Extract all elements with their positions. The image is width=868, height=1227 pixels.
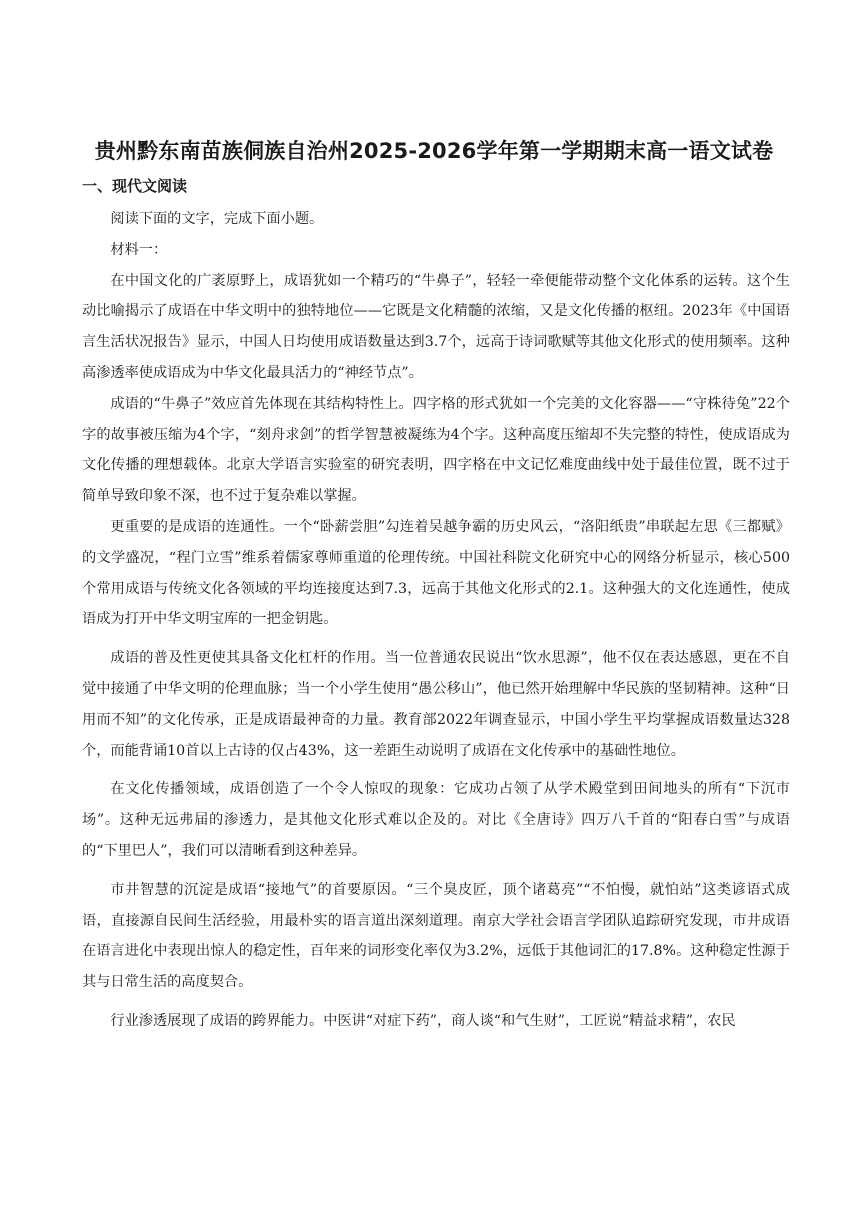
- section-heading: 一、现代文阅读: [82, 177, 188, 195]
- paragraph: 成语的“牛鼻子”效应首先体现在其结构特性上。四字格的形式犹如一个完美的文化容器——“守株待兔”22个字的故事被压缩为4个字，“刻舟求剑”的哲学智慧被凝练为4个字。这种高度压缩却不失完整的特性，使成语成为文化传播的理想载体。北京大学语言实验室的研究表明，四字格在中文记忆难度曲线中处于最佳位置，既不过于简单导致印象不深，也不过于复杂难以掌握。: [82, 395, 790, 505]
- paragraph: 市井智慧的沉淀是成语“接地气”的首要原因。“三个臭皮匠，顶个诸葛亮”“不怕慢，就怕站”这类谚语式成语，直接源自民间生活经验，用最朴实的语言道出深刻道理。南京大学社会语言学团队追踪研究发现，市井成语在语言进化中表现出惊人的稳定性，百年来的词形变化率仅为3.2%，远低于其他词汇的17.8%。这种稳定性源于其与日常生活的高度契合。: [82, 881, 790, 991]
- instruction-text: 阅读下面的文字，完成下面小题。: [110, 211, 324, 227]
- material-label: 材料一：: [110, 241, 168, 258]
- paragraph: 更重要的是成语的连通性。一个“卧薪尝胆”勾连着吴越争霸的历史风云，“洛阳纸贵”串联起左思《三都赋》的文学盛况，“程门立雪”维系着儒家尊师重道的伦理传统。中国社科院文化研究中心的网络分析显示，核心500个常用成语与传统文化各领域的平均连接度达到7.3，远高于其他文化形式的2.1。这种强大的文化连通性，使成语成为打开中华文明宝库的一把金钥匙。: [82, 518, 790, 628]
- paragraph: 在文化传播领域，成语创造了一个令人惊叹的现象：它成功占领了从学术殿堂到田间地头的所有“下沉市场”。这种无远弗届的渗透力，是其他文化形式难以企及的。对比《全唐诗》四万八千首的“阳春白雪”与成语的“下里巴人”，我们可以清晰看到这种差异。: [82, 781, 790, 859]
- paragraph: 成语的普及性更使其具备文化杠杆的作用。当一位普通农民说出“饮水思源”，他不仅在表达感恩，更在不自觉中接通了中华文明的伦理血脉；当一个小学生使用“愚公移山”，他已然开始理解中华民族的坚韧精神。这种“日用而不知”的文化传承，正是成语最神奇的力量。教育部2022年调查显示，中国小学生平均掌握成语数量达328个，而能背诵10首以上古诗的仅占43%，这一差距生动说明了成语在文化传承中的基础性地位。: [82, 650, 790, 759]
- reading-passage: [82, 204, 790, 1037]
- paragraph: 在中国文化的广袤原野上，成语犹如一个精巧的“牛鼻子”，轻轻一牵便能带动整个文化体系的运转。这个生动比喻揭示了成语在中华文明中的独特地位——它既是文化精髓的浓缩，又是文化传播的枢纽。2023年《中国语言生活状况报告》显示，中国人日均使用成语数量达到3.7个，远高于诗词歌赋等其他文化形式的使用频率。这种高渗透率使成语成为中华文化最具活力的“神经节点”。: [82, 272, 790, 381]
- paragraph: 行业渗透展现了成语的跨界能力。中医讲“对症下药”，商人谈“和气生财”，工匠说“精益求精”，农民: [110, 1012, 736, 1029]
- document-title: 贵州黔东南苗族侗族自治州2025-2026学年第一学期期末高一语文试卷: [94, 139, 774, 163]
